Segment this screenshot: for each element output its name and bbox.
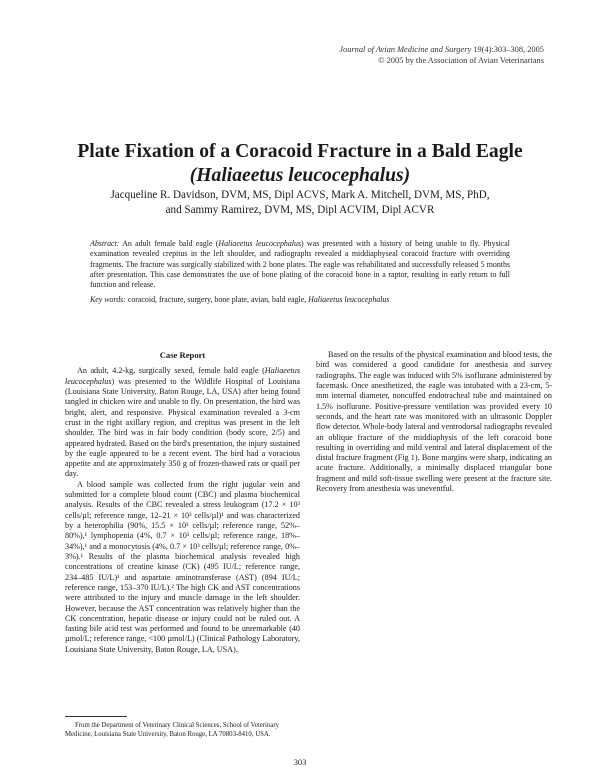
authors-line-1: Jacqueline R. Davidson, DVM, MS, Dipl ACVS, Mark A. Mitchell, DVM, MS, PhD, (110, 189, 490, 201)
page-number: 303 (293, 758, 307, 767)
paragraph-3: Based on the results of the physical examination and blood tests, the bird was considered a good candidate for anesthesia and survey radiographs. The eagle was induced with 5% isoflurane administered by facemask. Once anesthetized, the eagle was intubated with a 23-cm, 5-mm internal diameter, noncuffed endotracheal tube and maintained on 1.5% isoflurane. Positive-pressure ventilation was provided every 10 seconds, and the heart rate was monitored with an ultrasonic Doppler flow detector. Whole-body lateral and ventrodorsal radiographs revealed an oblique fracture of the middiaphysis of the left coracoid bone resulting in overriding and mild ventral and lateral displacement of the distal fracture fragment (Fig 1). Bone margins were sharp, indicating an acute fracture. Additionally, a minimally displaced triangular bone fragment and mild soft-tissue swelling were present at the fracture site. Recovery from anesthesia was uneventful. (316, 350, 552, 494)
paragraph-1-text-a: An adult, 4.2-kg, surgically sexed, female bald eagle ( (77, 366, 265, 376)
title-line-1: Plate Fixation of a Coracoid Fracture in a Bald Eagle (77, 141, 523, 162)
author-list (40, 188, 560, 218)
abstract (90, 239, 510, 305)
paragraph-1-text-b: ) was presented to the Wildlife Hospital of Louisiana (Louisiana State University, Baton Rouge, LA, USA) after being found tangled in chicken wire and unable to fly. On presentation, the bird was bright, alert, and responsive. Physical examination revealed a 3-cm crust in the right axillary region, and crepitus was present in the left shoulder. The bird was in fair body condition (body score, 2/5) and appeared hydrated. Based on the bird's presentation, the injury sustained by the eagle appeared to be a recent event. The bird had a voracious appetite and ate approximately 350 g of frozen-thawed rats or quail per day. (65, 376, 300, 479)
paragraph-1 (65, 366, 300, 479)
footnote-rule (65, 716, 127, 717)
keywords-label: Key words: (90, 294, 126, 304)
section-heading: Case Report (159, 350, 206, 360)
abstract-text-a: An adult female bald eagle ( (119, 239, 219, 248)
keywords-text: coracoid, fracture, surgery, bone plate, avian, bald eagle, (125, 294, 309, 304)
abstract-label: Abstract: (90, 239, 120, 248)
body-column-left (65, 350, 300, 655)
journal-citation (339, 44, 544, 55)
abstract-species: Haliaeetus leucocephalus (218, 239, 302, 248)
abstract-text-b: ) was presented with a history of being unable to fly. Physical examination revealed crepitus in the left shoulder, and radiographs revealed a middiaphyseal coracoid fracture with overriding fragments. The fracture was surgically stabilized with 2 bone plates. The eagle was rehabilitated and successfully released 5 months after presentation. This case demonstrates the use of bone plating of the coracoid bone in a raptor, resulting in early return to full function and release. (90, 239, 510, 290)
article-title (40, 140, 560, 188)
authors-line-2: and Sammy Ramirez, DVM, MS, Dipl ACVIM, Dipl ACVR (165, 204, 435, 216)
footnote-text: From the Department of Veterinary Clinical Sciences, School of Veterinary Medicine, Louisiana State University, Baton Rouge, LA 70803-8410, USA. (65, 722, 279, 738)
volume-pages: 19(4):303–308, 2005 (471, 45, 544, 54)
paragraph-2: A blood sample was collected from the right jugular vein and submitted for a complete blood count (CBC) and plasma biochemical analysis. Results of the CBC revealed a stress leukogram (17.2 × 10³ cells/µl; reference range, 12–21 × 10³ cells/µl)¹ and was characterized by a heterophilia (90%, 15.5 × 10³ cells/µl; reference range, 52%–80%),¹ lymphopenia (4%, 0.7 × 10³ cells/µl; reference range, 18%–34%),¹ and a monocytosis (4%, 0.7 × 10³ cells/µl; reference range, 0%–3%).¹ Results of the plasma biochemical analysis revealed high concentrations of creatine kinase (CK) (495 IU/L; reference range, 234–485 IU/L)¹ and aspartate aminotransferase (AST) (894 IU/L; reference range, 153–370 IU/L).² The high CK and AST concentrations were attributed to the injury and muscle damage in the left shoulder. However, because the AST concentration was relatively higher than the CK concentration, hepatic disease or injury could not be ruled out. A fasting bile acid test was performed and found to be unremarkable (40 µmol/L; reference range, <100 µmol/L) (Clinical Pathology Laboratory, Louisiana State University, Baton Rouge, LA, USA). (65, 479, 300, 654)
copyright-line: © 2005 by the Association of Avian Veterinarians (378, 56, 544, 65)
journal-name: Journal of Avian Medicine and Surgery (339, 45, 472, 54)
affiliation-footnote (65, 722, 300, 739)
title-line-2: (Haliaeetus leucocephalus) (189, 165, 411, 186)
running-header (339, 44, 544, 66)
abstract-body (90, 239, 510, 291)
keywords (90, 295, 510, 305)
body-column-right (316, 350, 552, 494)
keywords-species: Haliaeetus leucocephalus (308, 294, 390, 304)
paragraph-1-species: Haliaeetus leucocephalus (65, 366, 300, 386)
